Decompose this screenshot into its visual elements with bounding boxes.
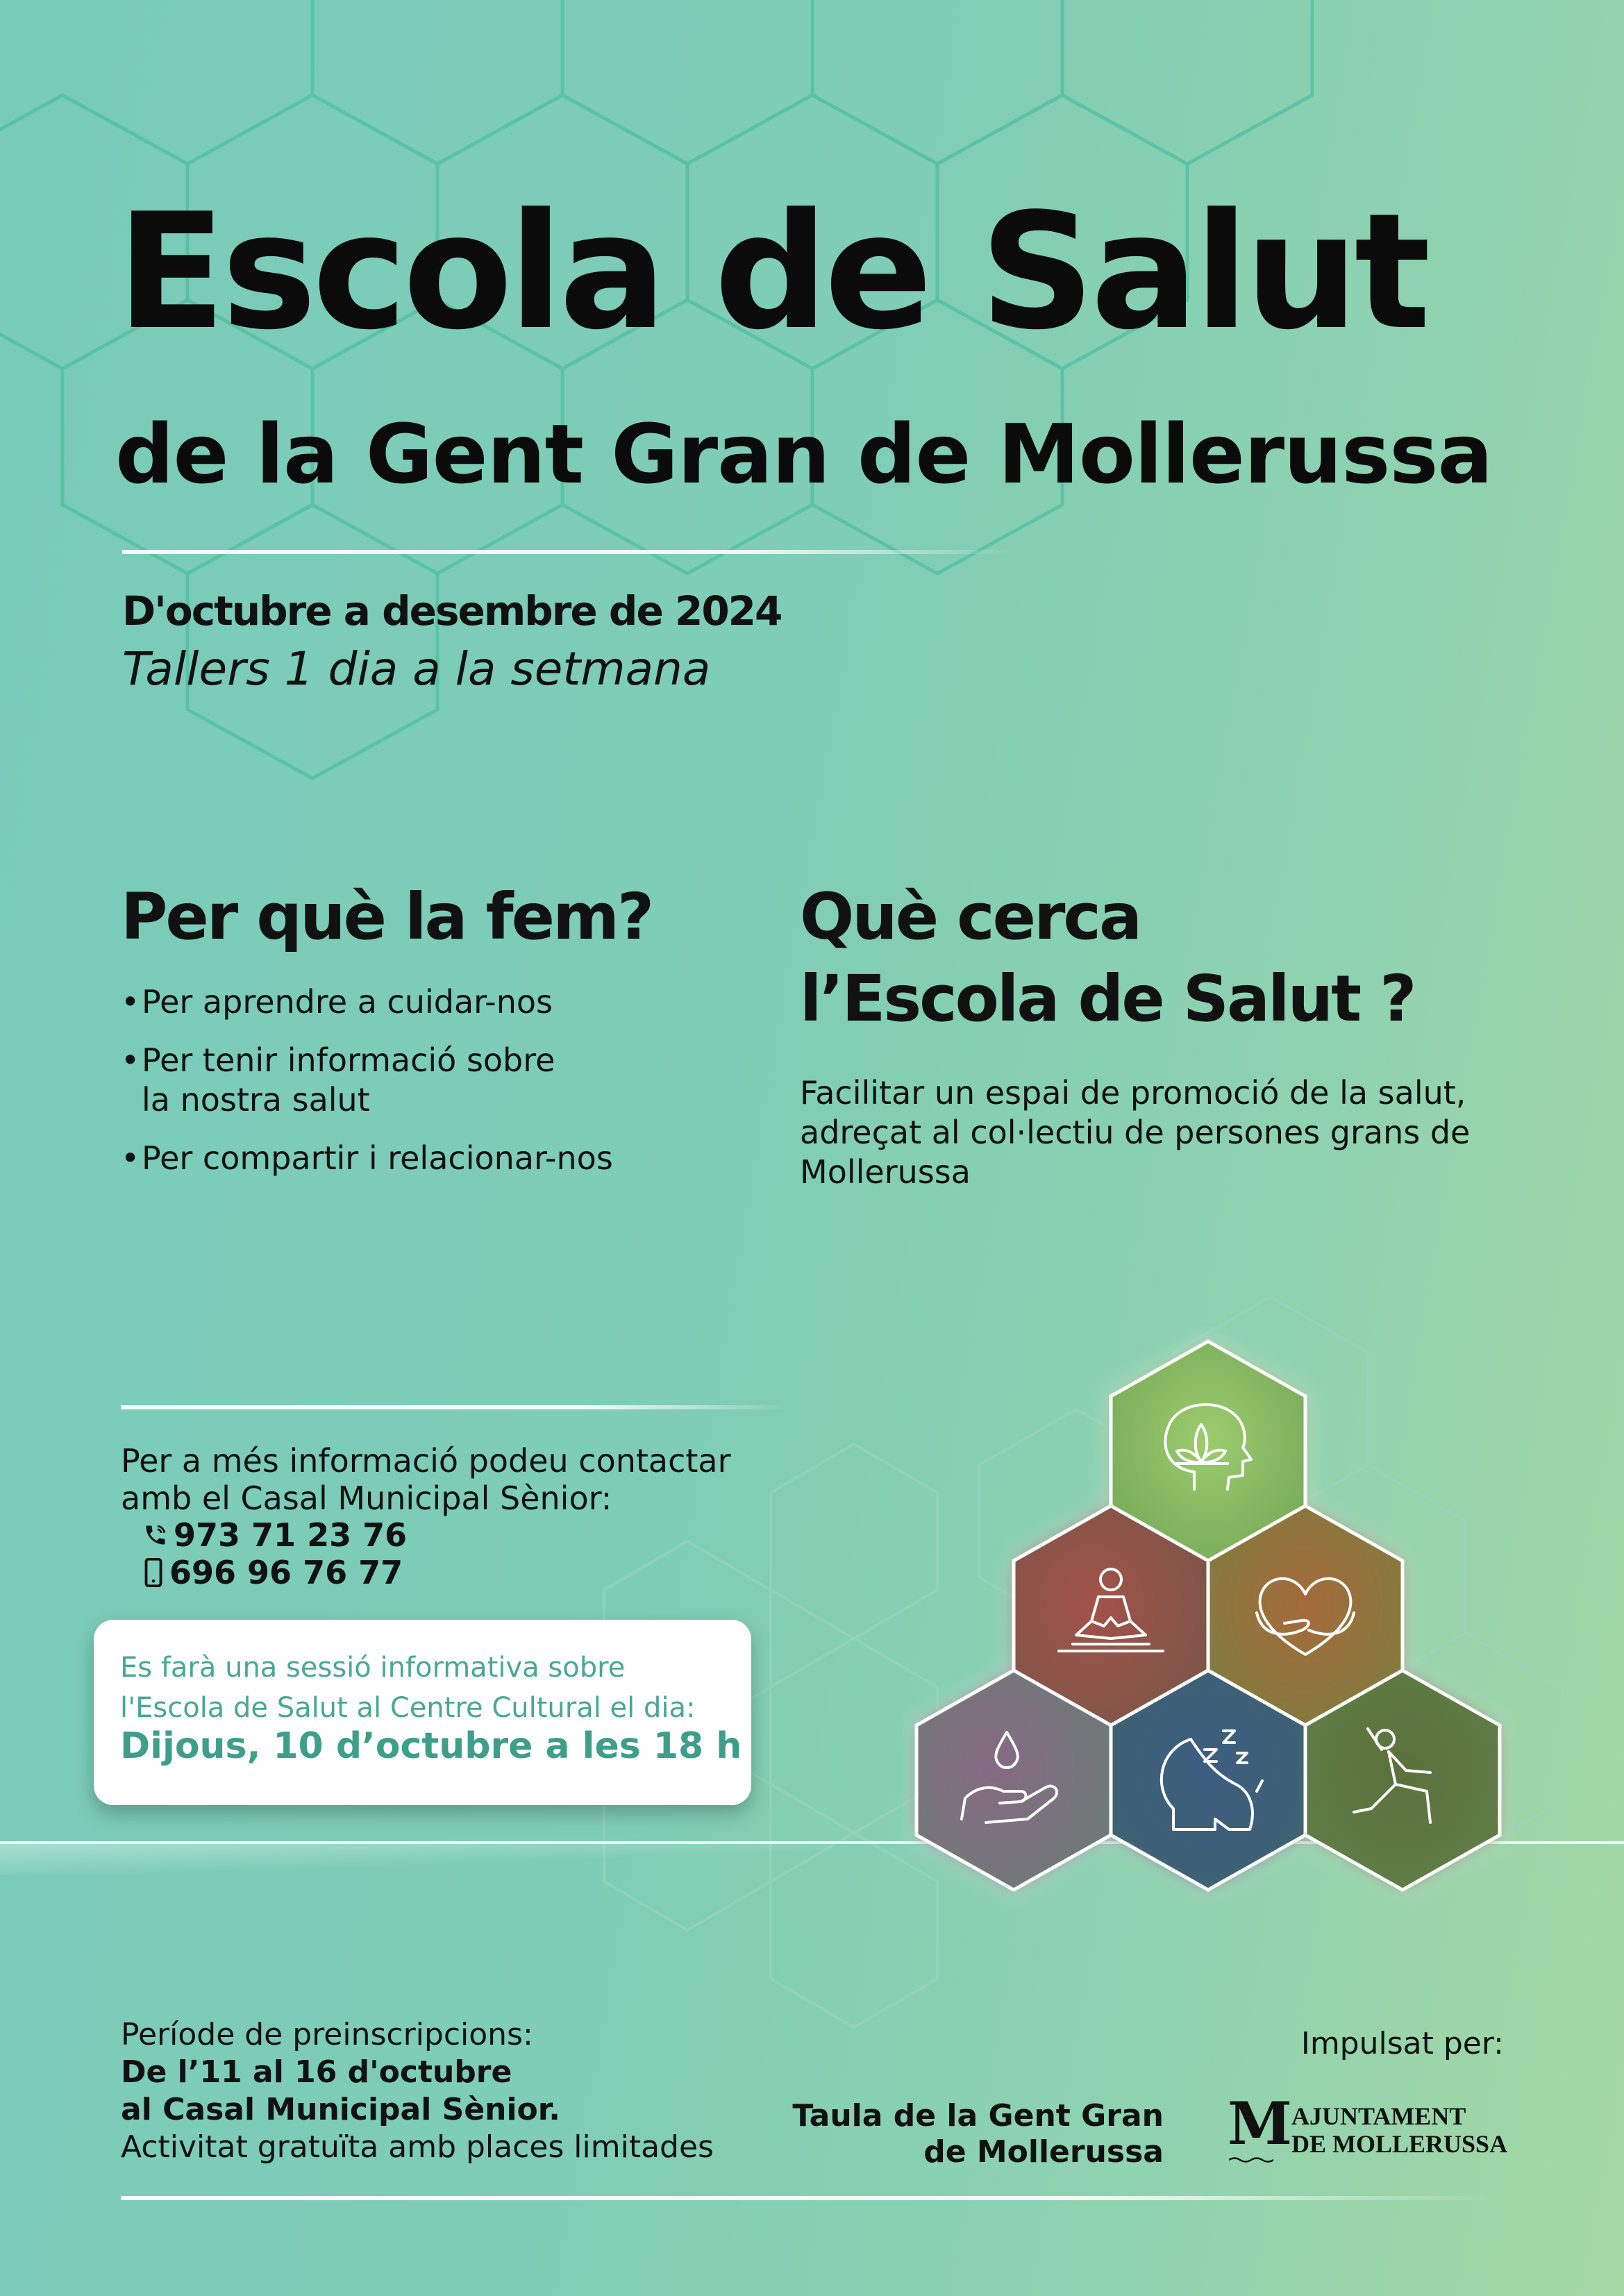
date-range: D'octubre a desembre de 2024 — [122, 587, 782, 635]
ajuntament-line: AJUNTAMENT — [1291, 2102, 1466, 2130]
contact-intro-line: Per a més informació podeu contactar — [121, 1442, 731, 1480]
poster-subtitle: de la Gent Gran de Mollerussa — [115, 406, 1493, 502]
what-heading-line1: Què cerca — [800, 880, 1141, 954]
list-item-text: Per aprendre a cuidar-nos — [142, 983, 553, 1021]
list-item-text: Per compartir i relacionar-nos — [142, 1139, 613, 1177]
registration-note: Activitat gratuïta amb places limitades — [121, 2129, 714, 2165]
session-intro — [120, 1648, 738, 1728]
phone-icon — [143, 1521, 168, 1549]
phone-number: 973 71 23 76 — [174, 1516, 408, 1554]
workshop-frequency: Tallers 1 dia a la setmana — [122, 642, 711, 696]
sponsors-label: Impulsat per: — [1300, 2026, 1504, 2061]
list-item — [121, 982, 697, 1022]
mobile-number: 696 96 76 77 — [169, 1554, 403, 1591]
what-description — [800, 1073, 1564, 1192]
contact-divider — [121, 1405, 787, 1409]
session-date: Dijous, 10 d’octubre a les 18 h — [120, 1725, 742, 1767]
list-item — [121, 1139, 697, 1178]
taula-line: de Mollerussa — [923, 2134, 1164, 2170]
taula-line: Taula de la Gent Gran — [792, 2098, 1164, 2134]
why-list — [121, 982, 697, 1197]
registration-dates: De l’11 al 16 d'octubre — [121, 2054, 512, 2090]
phone-row[interactable] — [143, 1516, 407, 1554]
taula-logo-text — [764, 2098, 1164, 2170]
poster-title: Escola de Salut — [117, 180, 1427, 365]
why-heading: Per què la fem? — [121, 880, 653, 954]
list-item — [121, 1041, 697, 1120]
registration-place: al Casal Municipal Sènior. — [121, 2092, 560, 2127]
footer-divider — [121, 2196, 1502, 2200]
ajuntament-line: DE MOLLERUSSA — [1291, 2130, 1508, 2158]
info-session-card — [94, 1620, 751, 1805]
registration-block — [121, 2016, 714, 2166]
ajuntament-mark: M — [1228, 2089, 1292, 2158]
list-item-text-cont: la nostra salut — [142, 1081, 370, 1118]
ajuntament-logo — [1228, 2089, 1519, 2165]
list-item-text: Per tenir informació sobre — [142, 1041, 555, 1079]
session-intro-line: l'Escola de Salut al Centre Cultural el dia: — [120, 1692, 696, 1724]
header-divider — [122, 550, 1011, 554]
mobile-phone-icon — [143, 1558, 164, 1587]
contact-intro-line: amb el Casal Municipal Sènior: — [121, 1480, 612, 1517]
what-heading — [800, 876, 1415, 1040]
session-intro-line: Es farà una sessió informativa sobre — [120, 1652, 626, 1684]
contact-intro — [121, 1442, 731, 1517]
what-description-line: Mollerussa — [800, 1153, 971, 1191]
registration-label: Període de preinscripcions: — [121, 2017, 533, 2052]
divider-shadow — [0, 1844, 833, 1875]
wave-mark — [1229, 2156, 1273, 2163]
what-description-line: adreçat al col·lectiu de persones grans de — [800, 1114, 1471, 1151]
health-hex-cluster — [903, 1326, 1514, 1916]
what-description-line: Facilitar un espai de promoció de la salut, — [800, 1074, 1466, 1112]
phone-list — [143, 1516, 407, 1591]
mobile-row[interactable] — [143, 1554, 407, 1591]
what-heading-line2: l’Escola de Salut ? — [800, 962, 1415, 1036]
